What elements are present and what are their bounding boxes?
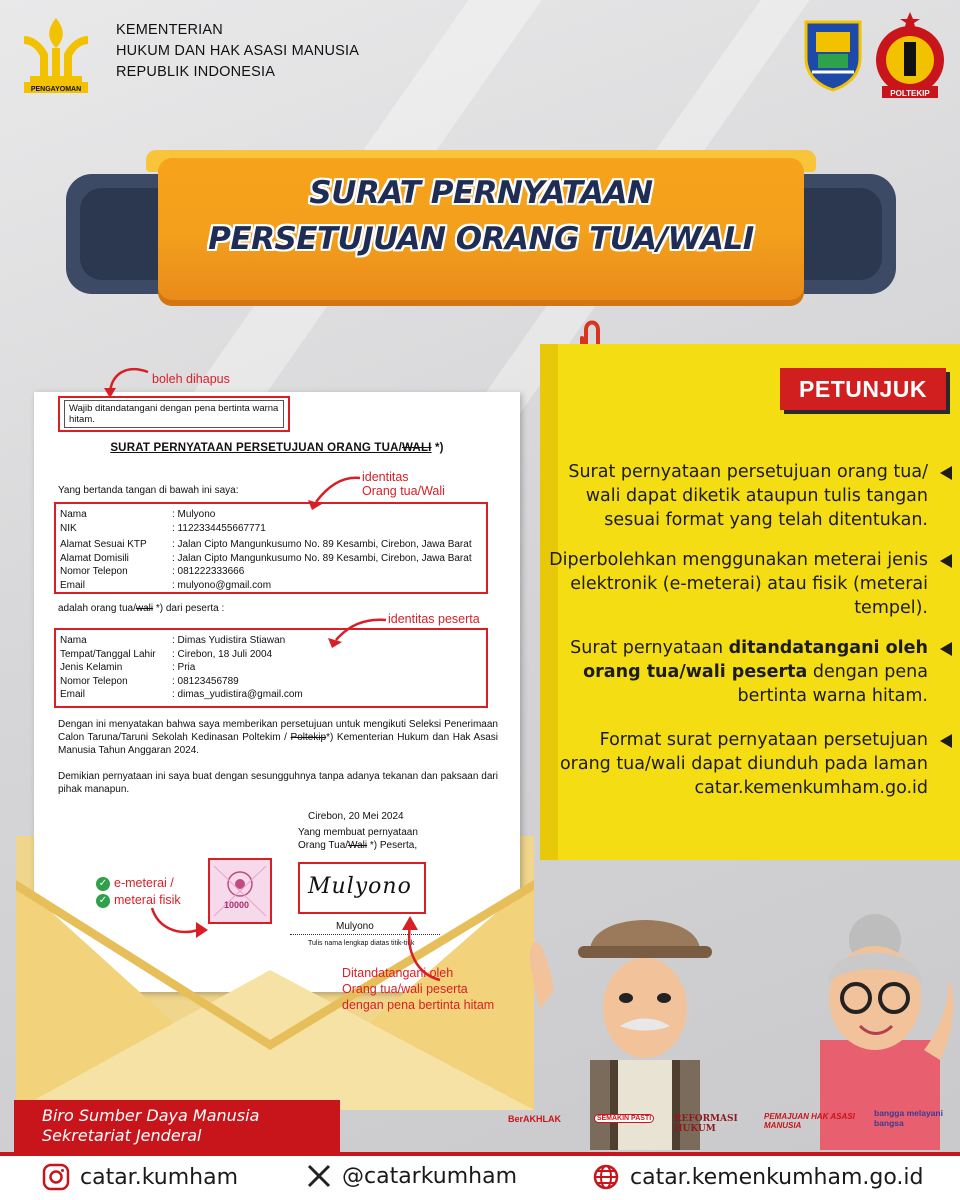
field-value: : 08123456789 xyxy=(172,675,239,687)
field-value: : Cirebon, 18 Juli 2004 xyxy=(172,648,273,660)
signer-caption-b: *) Peserta, xyxy=(367,840,418,851)
student-intro-struck: wali xyxy=(135,603,154,614)
annotation-emeterai-2: meterai fisik xyxy=(114,893,181,907)
table-row xyxy=(60,579,472,593)
brand-pemajuan-ham: PEMAJUAN HAK ASASI MANUSIA xyxy=(764,1112,855,1130)
consent-text-a: Dengan ini menyatakan bahwa saya memberikan persetujuan untuk mengikuti Seleksi Penerimaan Calon Taruna/Taruni Sekolah Kedinasan Poltekim / xyxy=(58,719,498,743)
table-row xyxy=(60,552,472,566)
field-label: Nomor Telepon xyxy=(60,566,128,577)
field-label: Alamat Domisili xyxy=(60,552,129,564)
annotation-identitas-ortu-1: identitas xyxy=(362,470,409,484)
field-value: : Jalan Cipto Mangunkusumo No. 89 Kesambi, Cirebon, Jawa Barat xyxy=(172,552,472,564)
brand-bangga-melayani: bangga melayani bangsa xyxy=(874,1108,943,1128)
petunjuk-heading: PETUNJUK xyxy=(780,368,946,410)
brand-berakhlak: BerAKHLAK xyxy=(508,1114,562,1124)
letter-title-suffix: *) xyxy=(431,442,444,454)
student-identity-box xyxy=(54,628,488,708)
place-date: Cirebon, 20 Mei 2024 xyxy=(308,811,404,822)
field-value: : Mulyono xyxy=(172,509,216,520)
signing-note: Wajib ditandatangani dengan pena bertinta warna hitam. xyxy=(64,400,284,428)
biro-line-2: Sekretariat Jenderal xyxy=(42,1126,202,1145)
table-row xyxy=(60,688,303,702)
parent-identity-table xyxy=(60,508,472,592)
instruction-3-b: dengan pena bertinta warna hitam. xyxy=(737,662,928,706)
field-label: Email xyxy=(60,689,86,700)
instruction-3-a: Surat pernyataan xyxy=(570,638,729,658)
letter-title-main: SURAT PERNYATAAN PERSETUJUAN ORANG TUA/ xyxy=(110,442,403,454)
pengayoman-logo-icon xyxy=(18,14,94,94)
closing-paragraph: Demikian pernyataan ini saya buat dengan sesungguhnya tanpa adanya tekanan dan paksaan dari pihak manapun. xyxy=(58,771,498,795)
field-value: : Dimas Yudistira Stiawan xyxy=(172,635,286,646)
signer-caption-a: Orang Tua/ xyxy=(298,840,349,851)
check-icon: ✓ xyxy=(96,894,110,908)
table-row xyxy=(60,661,303,675)
ministry-line-2: HUKUM DAN HAK ASASI MANUSIA xyxy=(116,43,360,59)
bullet-triangle-icon xyxy=(940,554,952,568)
consent-paragraph xyxy=(58,718,498,757)
table-row xyxy=(60,522,472,536)
field-value: : Jalan Cipto Mangunkusumo No. 89 Kesambi, Cirebon, Jawa Barat xyxy=(172,539,472,550)
field-label: Nomor Telepon xyxy=(60,675,128,687)
student-identity-table xyxy=(60,634,303,702)
title-banner xyxy=(66,140,896,308)
page-title xyxy=(158,170,804,262)
student-intro-prefix: adalah orang tua/ xyxy=(58,603,136,614)
letter-intro: Yang bertanda tangan di bawah ini saya: xyxy=(58,485,239,496)
brand-semakin-pasti: SEMAKIN PASTI xyxy=(594,1114,654,1123)
title-line-2: PERSETUJUAN ORANG TUA/WALI xyxy=(208,221,754,257)
bullet-triangle-icon xyxy=(940,466,952,480)
field-value: : 1122334455667771 xyxy=(172,522,266,534)
brand-reformasi-hukum: REFORMASI HUKUM xyxy=(674,1114,738,1134)
signer-caption-1: Yang membuat pernyataan xyxy=(298,827,418,838)
stamp-value: 10000 xyxy=(224,900,250,910)
arrow-peserta-icon xyxy=(322,614,388,650)
bullet-triangle-icon xyxy=(940,734,952,748)
field-value: : mulyono@gmail.com xyxy=(172,579,272,591)
annotation-ttd-1: Ditandatangani oleh xyxy=(342,966,454,980)
poltekip-logo-icon xyxy=(870,10,950,102)
check-icon: ✓ xyxy=(96,877,110,891)
table-row xyxy=(60,648,303,662)
ministry-line-1: KEMENTERIAN xyxy=(116,22,223,38)
student-intro xyxy=(58,602,224,615)
consent-text-struck: Poltekip xyxy=(290,732,327,743)
field-label: NIK xyxy=(60,522,77,534)
globe-icon xyxy=(592,1163,620,1191)
instagram-handle: catar.kumham xyxy=(80,1164,238,1190)
annotation-ttd-3: dengan pena bertinta hitam xyxy=(342,998,495,1012)
field-label: Tempat/Tanggal Lahir xyxy=(60,648,156,660)
website-url: catar.kemenkumham.go.id xyxy=(630,1164,924,1190)
consent-text-b: *) Kementerian Hukum dan Hak Asasi Manusia Tahun Anggaran 2024. xyxy=(58,732,498,756)
field-label: Nama xyxy=(60,635,87,646)
field-value: : dimas_yudistira@gmail.com xyxy=(172,689,303,700)
x-link[interactable] xyxy=(306,1163,517,1189)
field-label: Nama xyxy=(60,509,87,520)
field-label: Alamat Sesuai KTP xyxy=(60,539,147,550)
arrow-hapus-icon xyxy=(96,360,156,400)
table-row xyxy=(60,565,472,579)
signing-note-box xyxy=(58,396,290,432)
arrow-ortu-icon xyxy=(302,472,362,512)
bullet-triangle-icon xyxy=(940,642,952,656)
signer-caption-2 xyxy=(298,839,417,852)
ministry-line-3: REPUBLIK INDONESIA xyxy=(116,64,276,80)
biro-label xyxy=(14,1100,340,1152)
instagram-link[interactable] xyxy=(42,1163,238,1191)
table-row xyxy=(60,675,303,689)
parent-identity-box xyxy=(54,502,488,594)
annotation-identitas-peserta: identitas peserta xyxy=(388,612,480,626)
annotation-emeterai-1: e-meterai / xyxy=(114,876,174,890)
svg-text:POLTEKIP: POLTEKIP xyxy=(890,89,930,98)
cirebon-crest-icon xyxy=(802,14,864,92)
signer-caption-struck: Wali xyxy=(348,840,368,851)
table-row xyxy=(60,634,303,648)
svg-text:PENGAYOMAN: PENGAYOMAN xyxy=(30,86,82,93)
table-row xyxy=(60,535,472,552)
instruction-3 xyxy=(548,636,928,708)
title-line-1: SURAT PERNYATAAN xyxy=(309,175,653,211)
field-label: Email xyxy=(60,579,86,591)
biro-line-1: Biro Sumber Daya Manusia xyxy=(42,1106,260,1125)
letter-title xyxy=(34,442,520,454)
signed-name: Mulyono xyxy=(336,921,374,932)
x-handle: @catarkumham xyxy=(342,1163,518,1189)
instruction-3-bold: ditandatangani oleh orang tua/wali peserta xyxy=(583,638,928,682)
instruction-4: Format surat pernyataan persetujuan orang tua/wali dapat diunduh pada laman catar.kemenkumham.go.id xyxy=(559,730,928,798)
annotation-boleh-dihapus: boleh dihapus xyxy=(152,372,230,386)
signature-footnote: Tulis nama lengkap diatas titik-titik xyxy=(308,940,415,947)
field-label: Jenis Kelamin xyxy=(60,662,123,673)
instruction-1: Surat pernyataan persetujuan orang tua/ wali dapat diketik ataupun tulis tangan sesuai format yang telah ditentukan. xyxy=(568,462,928,530)
signature: Mulyono xyxy=(308,874,412,899)
x-icon xyxy=(306,1163,332,1189)
instruction-2: Diperbolehkan menggunakan meterai jenis elektronik (e-meterai) atau fisik (meterai tempel). xyxy=(549,550,928,618)
student-intro-suffix: *) dari peserta : xyxy=(153,603,225,614)
ministry-header xyxy=(18,14,359,94)
arrow-meterai-icon xyxy=(150,904,210,944)
table-row xyxy=(60,508,472,522)
field-value: : Pria xyxy=(172,662,196,673)
website-link[interactable] xyxy=(592,1163,924,1191)
instagram-icon xyxy=(42,1163,70,1191)
annotation-ttd-2: Orang tua/wali peserta xyxy=(342,982,468,996)
annotation-identitas-ortu-2: Orang tua/Wali xyxy=(362,484,445,498)
field-value: : 081222333666 xyxy=(172,566,245,577)
letter-title-struck: WALI xyxy=(402,442,432,454)
